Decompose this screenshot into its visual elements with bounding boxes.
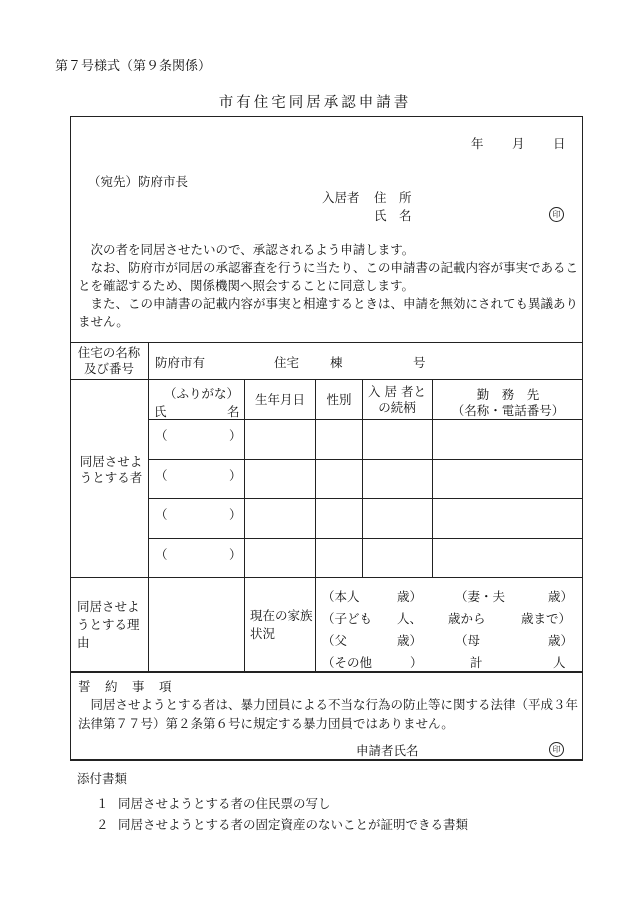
reason-label: 同居させようとする理由 <box>77 599 140 650</box>
signer-label: 申請者氏名 <box>356 743 419 758</box>
attachment-item-1-no: １ <box>96 796 109 811</box>
pledge-top-line <box>70 671 583 673</box>
addressee: （宛先）防府市長 <box>88 174 189 189</box>
housing-label: 住宅の名称及び番号 <box>77 345 141 376</box>
declaration-p3: また、この申請書の記載内容が事実と相違するときは、申請を無効にされても異議ありません。 <box>78 296 579 329</box>
attachment-item-2-no: ２ <box>96 817 109 832</box>
attachments-title: 添付書類 <box>77 771 128 786</box>
family-spouse: （妻・夫 <box>455 589 506 604</box>
row-paren-open: （ <box>155 507 168 522</box>
label-column-line <box>148 342 149 672</box>
col-workplace-sub: （名称・電話番号） <box>451 403 565 418</box>
form-number: 第７号様式（第９条関係） <box>55 59 212 74</box>
frame-top <box>70 116 583 117</box>
col-sex: 性別 <box>326 391 352 407</box>
family-total: 計 <box>470 655 483 670</box>
col-birth: 生年月日 <box>254 391 305 407</box>
family-mother: （母 <box>455 633 481 648</box>
family-other-close: ） <box>410 655 423 670</box>
col-relation: 入 居 者との続柄 <box>368 384 426 415</box>
frame-right <box>582 116 583 760</box>
family-children: （子ども <box>322 611 373 626</box>
housing-gou: 号 <box>413 355 426 370</box>
grid-vline <box>244 577 245 672</box>
row-paren-open: （ <box>155 468 168 483</box>
row-paren-close: ） <box>229 468 242 483</box>
frame-bottom <box>70 759 583 761</box>
family-father-age: 歳） <box>397 633 423 648</box>
grid-vline <box>362 379 363 577</box>
family-children-to: 歳まで） <box>521 611 572 626</box>
family-father: （父 <box>322 633 348 648</box>
family-spouse-age: 歳） <box>548 589 574 604</box>
family-self: （本人 <box>322 589 360 604</box>
family-children-count: 人、 <box>397 611 423 626</box>
housing-city: 防府市有 <box>155 355 206 370</box>
date-year: 年 <box>471 136 484 151</box>
declaration-p1: 次の者を同居させたいので、承認されるよう申請します。 <box>90 242 415 257</box>
col-name-a: 氏 <box>154 404 167 419</box>
date-day: 日 <box>553 136 566 151</box>
family-children-from: 歳から <box>448 611 486 626</box>
grid-line <box>148 498 583 499</box>
cohab-label: 同居させようとする者 <box>79 454 143 485</box>
family-total-unit: 人 <box>553 655 566 670</box>
grid-line <box>70 577 583 578</box>
frame-left <box>70 116 71 760</box>
family-self-age: 歳） <box>397 589 423 604</box>
row-paren-close: ） <box>229 428 242 443</box>
row-paren-close: ） <box>229 547 242 562</box>
col-furigana: （ふりがな） <box>164 386 240 401</box>
grid-line <box>148 459 583 460</box>
table-top-line <box>70 342 583 343</box>
row-paren-open: （ <box>155 428 168 443</box>
col-workplace: 勤 務 先 <box>476 387 540 402</box>
seal-mark: 印 <box>549 742 564 757</box>
family-mother-age: 歳） <box>548 633 574 648</box>
housing-jutaku: 住宅 <box>274 355 300 370</box>
grid-line <box>148 419 583 420</box>
declaration-text <box>78 241 578 331</box>
name-label: 氏 名 <box>374 208 412 223</box>
grid-line <box>148 538 583 539</box>
family-other: （その他 <box>322 655 373 670</box>
declaration-p2: なお、防府市が同居の承認審査を行うに当たり、この申請書の記載内容が事実であることを確認するため、関係機関へ照会することに同意します。 <box>78 260 579 293</box>
address-label: 住 所 <box>374 190 412 205</box>
family-label: 現在の家族状況 <box>250 608 313 641</box>
date-month: 月 <box>512 136 525 151</box>
page-title: 市有住宅同居承認申請書 <box>218 95 412 111</box>
seal-mark: 印 <box>549 207 564 222</box>
pledge-title: 誓 約 事 項 <box>78 679 173 694</box>
resident-label: 入居者 <box>322 190 360 205</box>
attachment-item-2: 同居させようとする者の固定資産のないことが証明できる書類 <box>118 817 469 832</box>
col-name-b: 名 <box>227 404 240 419</box>
row-paren-open: （ <box>155 547 168 562</box>
pledge-text: 同居させようとする者は、暴力団員による不当な行為の防止等に関する法律（平成３年法律第７７号）第２条第６号に規定する暴力団員ではありません。 <box>78 697 579 731</box>
housing-tou: 棟 <box>330 355 343 370</box>
grid-vline <box>315 577 316 672</box>
attachment-item-1: 同居させようとする者の住民票の写し <box>118 796 331 811</box>
row-paren-close: ） <box>229 507 242 522</box>
